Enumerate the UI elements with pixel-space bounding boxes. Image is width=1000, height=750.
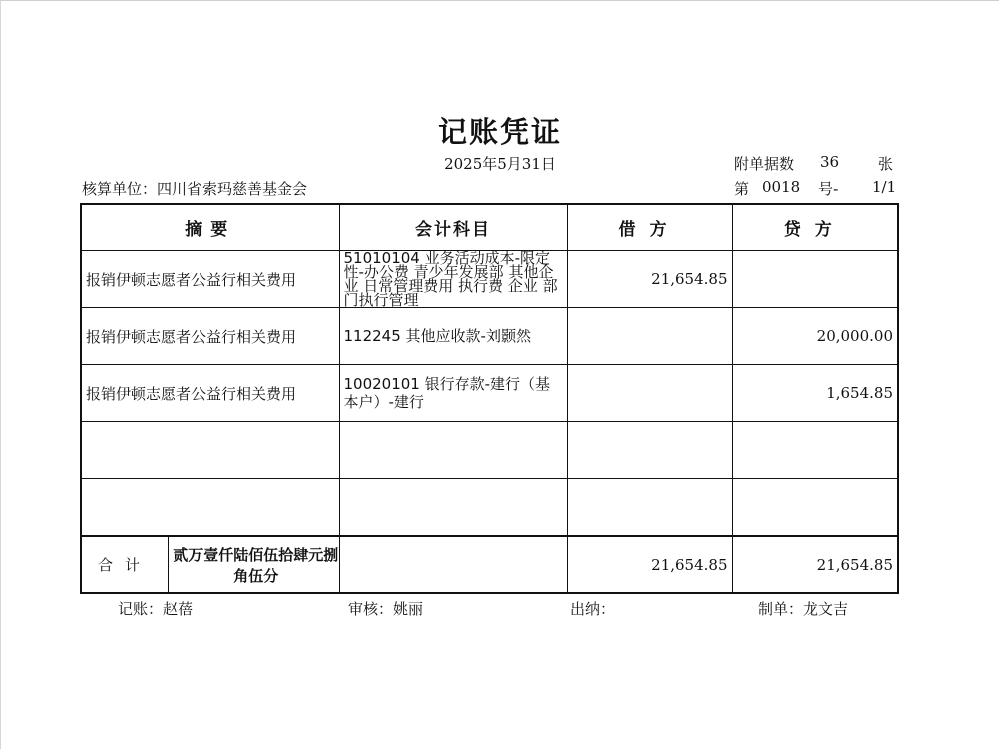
row-credit: 1,654.85 xyxy=(732,365,898,422)
row-debit xyxy=(567,308,732,365)
row-account xyxy=(339,479,567,537)
attachment-label: 附单据数 xyxy=(734,155,795,173)
preparer-name: 龙文吉 xyxy=(803,600,849,618)
total-row xyxy=(81,536,898,593)
table-row xyxy=(81,308,898,365)
footer-bookkeeper xyxy=(118,598,193,619)
total-label-text: 合计 xyxy=(82,537,169,592)
table-row xyxy=(81,479,898,537)
voucher-no-prefix: 第 xyxy=(734,180,750,198)
row-credit xyxy=(732,251,898,308)
table-row xyxy=(81,365,898,422)
voucher-title: 记账凭证 xyxy=(437,115,562,149)
row-debit xyxy=(567,479,732,537)
attachment-count: 36 xyxy=(820,153,840,171)
reviewer-name: 姚丽 xyxy=(393,600,424,618)
unit-name: 四川省索玛慈善基金会 xyxy=(157,180,308,198)
table-row xyxy=(81,422,898,479)
footer-reviewer xyxy=(348,598,423,619)
row-account: 10020101 银行存款-建行（基本户）-建行 xyxy=(339,365,567,422)
total-label xyxy=(81,536,339,593)
total-debit: 21,654.85 xyxy=(567,536,732,593)
row-debit xyxy=(567,365,732,422)
row-summary: 报销伊顿志愿者公益行相关费用 xyxy=(81,308,339,365)
row-credit xyxy=(732,479,898,537)
header-summary: 摘要 xyxy=(81,204,339,251)
row-account xyxy=(339,422,567,479)
row-summary: 报销伊顿志愿者公益行相关费用 xyxy=(81,365,339,422)
row-debit xyxy=(567,422,732,479)
table-header-row xyxy=(81,204,898,251)
header-account: 会计科目 xyxy=(339,204,567,251)
row-debit: 21,654.85 xyxy=(567,251,732,308)
unit-label: 核算单位： xyxy=(82,180,158,198)
bookkeeper-name: 赵蓓 xyxy=(163,600,194,618)
row-credit xyxy=(732,422,898,479)
row-credit: 20,000.00 xyxy=(732,308,898,365)
preparer-label: 制单： xyxy=(758,600,804,618)
header-debit: 借方 xyxy=(567,204,732,251)
voucher-no-value: 0018 xyxy=(762,178,801,196)
row-account: 112245 其他应收款-刘颢然 xyxy=(339,308,567,365)
total-amount-words: 贰万壹仟陆佰伍拾肆元捌角伍分 xyxy=(173,545,339,585)
voucher-page: 1/1 xyxy=(872,178,897,196)
header-credit: 贷方 xyxy=(732,204,898,251)
total-credit: 21,654.85 xyxy=(732,536,898,593)
row-summary xyxy=(81,479,339,537)
table-row xyxy=(81,251,898,308)
footer-cashier xyxy=(570,598,615,619)
voucher-no-suffix: 号- xyxy=(818,180,839,198)
total-words-overflow xyxy=(339,536,567,593)
reviewer-label: 审核： xyxy=(348,600,394,618)
attachment-unit: 张 xyxy=(878,155,894,173)
bookkeeper-label: 记账： xyxy=(118,600,164,618)
accounting-unit xyxy=(82,178,307,199)
footer-preparer xyxy=(758,598,848,619)
row-summary xyxy=(81,422,339,479)
row-account: 51010104 业务活动成本-限定性-办公费 青少年发展部 其他企业 日常管理费用 执行费 企业 部门执行管理 xyxy=(339,251,567,308)
voucher-table xyxy=(80,203,899,594)
voucher-date: 2025年5月31日 xyxy=(444,155,556,173)
row-summary: 报销伊顿志愿者公益行相关费用 xyxy=(81,251,339,308)
cashier-label: 出纳： xyxy=(570,600,616,618)
